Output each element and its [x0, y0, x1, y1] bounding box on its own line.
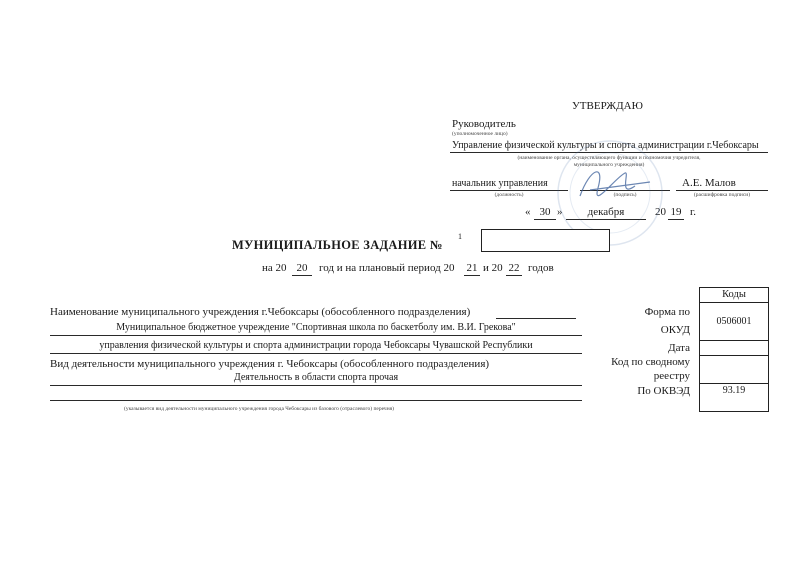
approval-month: декабря: [587, 206, 625, 218]
okved-label: По ОКВЭД: [637, 385, 690, 397]
authority-underline: [450, 152, 768, 153]
okud-cell[interactable]: 0506001: [700, 303, 768, 341]
institution-label: Наименование муниципального учреждения г.Чебоксары (обособленного подразделения): [50, 306, 471, 318]
period-years: годов: [528, 262, 554, 274]
form-label: Форма по: [644, 306, 690, 318]
activity-underline: [50, 385, 582, 386]
name-underline: [676, 190, 768, 191]
period-year: 20: [296, 262, 308, 274]
head-title: Руководитель: [452, 118, 516, 130]
date-label: Дата: [668, 342, 690, 354]
institution-label-underline: [496, 318, 576, 319]
year-suffix: г.: [690, 206, 697, 218]
approval-day: 30: [539, 206, 551, 218]
heading-footnote: 1: [458, 232, 462, 241]
plan-year-1-underline: [464, 275, 480, 276]
period-and: и 20: [483, 262, 503, 274]
approval-year: 19: [670, 206, 682, 218]
institution-line1-underline: [50, 335, 582, 336]
okud-label: ОКУД: [660, 324, 690, 336]
period-mid: год и на плановый период 20: [319, 262, 455, 274]
activity-extra-underline: [50, 400, 582, 401]
period-year-underline: [292, 275, 312, 276]
position-underline: [450, 190, 568, 191]
year-prefix: 20: [655, 206, 666, 218]
task-number-field[interactable]: [481, 229, 610, 252]
codes-header: Коды: [700, 288, 768, 303]
activity-value: Деятельность в области спорта прочая: [233, 372, 399, 383]
head-hint: (уполномоченное лицо): [452, 131, 508, 137]
institution-name-line1: Муниципальное бюджетное учреждение "Спортивная школа по баскетболу им. В.И. Грекова": [116, 322, 516, 333]
plan-year-2-underline: [506, 275, 522, 276]
registry-cell[interactable]: [700, 356, 768, 384]
date-open-quote: «: [525, 206, 531, 218]
signature-hint: (подпись): [613, 192, 637, 198]
month-underline: [566, 219, 646, 220]
authority-name: Управление физической культуры и спорта администрации г.Чебоксары: [452, 140, 759, 151]
registry-label-2: реестру: [653, 370, 690, 382]
name-hint: (расшифровка подписи): [693, 192, 751, 198]
date-cell[interactable]: [700, 341, 768, 356]
approve-label: УТВЕРЖДАЮ: [572, 100, 643, 112]
date-close-quote: »: [557, 206, 563, 218]
activity-hint: (указывается вид деятельности муниципального учреждения города Чебоксары из базового (отраслевого) перечня): [124, 406, 395, 412]
authority-hint-2: муниципального учреждения): [573, 162, 645, 168]
position-value: начальник управления: [452, 178, 548, 189]
plan-year-2: 22: [508, 262, 520, 274]
authority-hint-1: (наименование органа, осуществляющего функции и полномочия учредителя,: [517, 155, 701, 161]
institution-line2-underline: [50, 353, 582, 354]
day-underline: [534, 219, 556, 220]
institution-name-line2: управления физической культуры и спорта администрации города Чебоксары Чувашской Республики: [99, 340, 533, 351]
task-heading: МУНИЦИПАЛЬНОЕ ЗАДАНИЕ №: [232, 238, 443, 252]
plan-year-1: 21: [466, 262, 478, 274]
signer-name: А.Е. Малов: [682, 177, 736, 189]
activity-label: Вид деятельности муниципального учреждения г. Чебоксары (обособленного подразделения): [50, 358, 490, 370]
signature-underline: [580, 190, 670, 191]
year-underline: [668, 219, 684, 220]
codes-table: [699, 287, 769, 412]
okved-cell[interactable]: 93.19: [722, 385, 746, 396]
period-prefix: на 20: [262, 262, 287, 274]
registry-label-1: Код по сводному: [611, 356, 690, 368]
position-hint: (должность): [494, 192, 524, 198]
